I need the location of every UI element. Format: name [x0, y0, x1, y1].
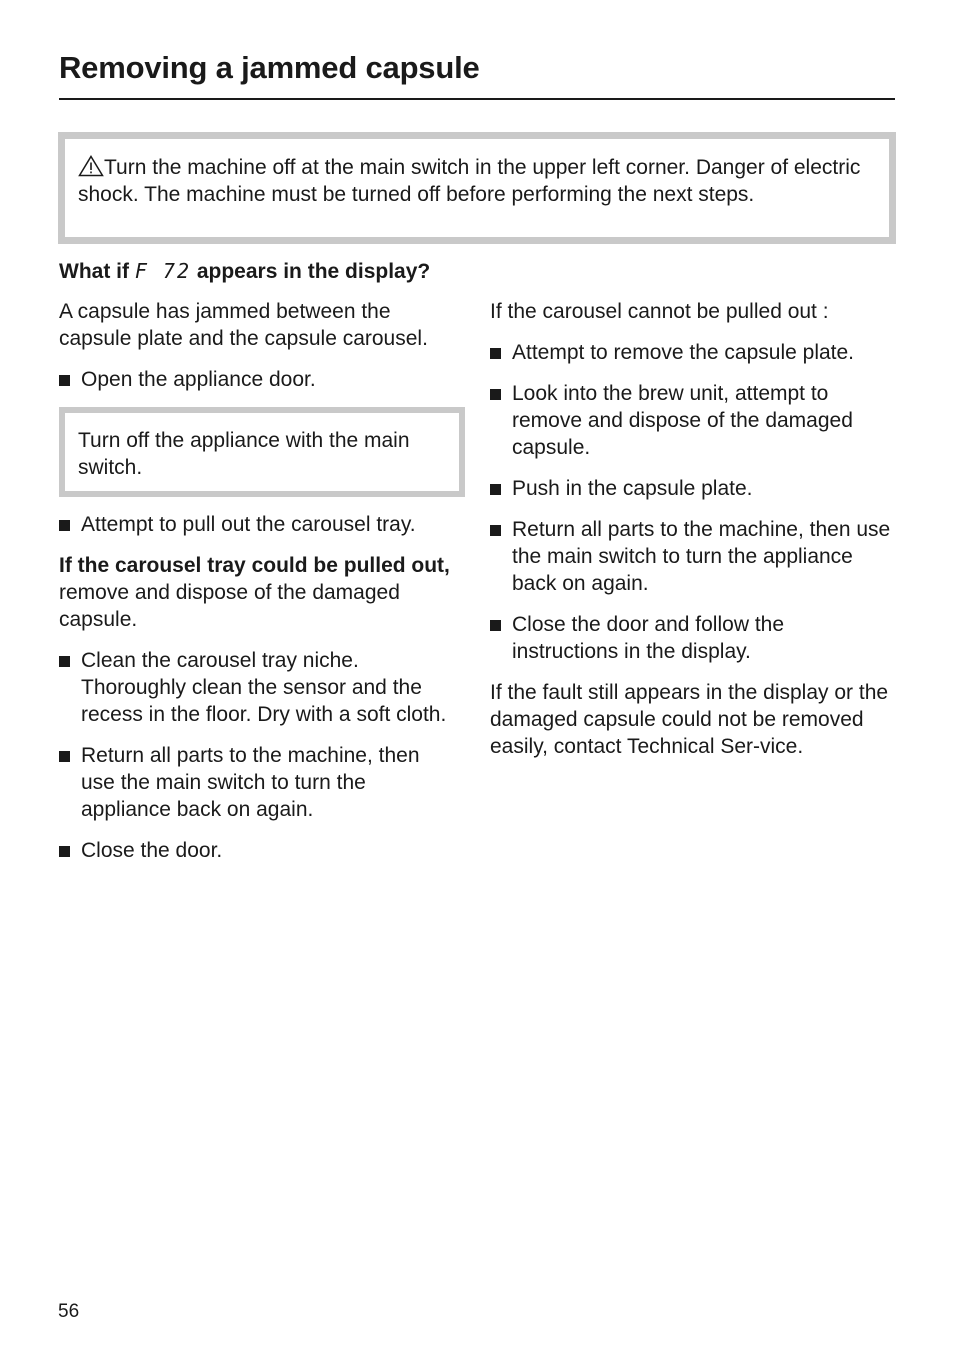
title-rule: [59, 98, 895, 100]
right-outro: If the fault still appears in the display or the damaged capsule could not be removed easily, contact Technical Ser-vice.: [490, 681, 889, 758]
subhead-prefix: What if: [59, 260, 135, 283]
list-item-text: Close the door.: [81, 839, 223, 862]
note-text: Turn off the appliance with the main switch.: [78, 429, 410, 479]
bullet-square-icon: [490, 484, 501, 495]
list-item-text: Attempt to remove the capsule plate.: [512, 341, 855, 364]
pulled-out-paragraph: [59, 552, 459, 633]
list-item: [59, 366, 459, 393]
list-item: [59, 837, 459, 864]
list-item-text: Clean the carousel tray niche. Thoroughly clean the sensor and the recess in the floor. Dry with a soft cloth.: [81, 649, 447, 726]
list-item: [490, 611, 895, 665]
subhead-suffix: appears in the display?: [191, 260, 431, 283]
list-item: [490, 475, 895, 502]
list-item: [490, 339, 895, 366]
bullet-square-icon: [490, 525, 501, 536]
bullet-square-icon: [490, 389, 501, 400]
pulled-out-text: remove and dispose of the damaged capsule.: [59, 581, 400, 631]
list-item-text: Push in the capsule plate.: [512, 477, 753, 500]
list-item: [59, 742, 459, 823]
pulled-out-bold: If the carousel tray could be pulled out,: [59, 554, 450, 577]
page-number: 56: [58, 1301, 80, 1322]
list-item-text: Return all parts to the machine, then use the main switch to turn the appliance back on again.: [512, 518, 891, 595]
warning-triangle-icon: [78, 155, 104, 177]
left-column: [59, 258, 459, 878]
list-item: [59, 647, 459, 728]
warning-text: Turn the machine off at the main switch in the upper left corner. Danger of electric shock. The machine must be turned off before performing the next steps.: [78, 156, 861, 206]
fault-code: F 72: [134, 259, 191, 283]
list-item-text: Look into the brew unit, attempt to remove and dispose of the damaged capsule.: [512, 382, 853, 459]
page-title: Removing a jammed capsule: [59, 50, 480, 85]
bullet-square-icon: [59, 520, 70, 531]
list-item-text: Return all parts to the machine, then use the main switch to turn the appliance back on again.: [81, 744, 420, 821]
warning-box: [58, 132, 896, 244]
list-item: [59, 511, 459, 538]
list-item: [490, 380, 895, 461]
right-column: [490, 298, 895, 774]
right-intro: If the carousel cannot be pulled out :: [490, 300, 829, 323]
list-item-text: Close the door and follow the instructions in the display.: [512, 613, 785, 663]
list-item: [490, 516, 895, 597]
intro-paragraph: A capsule has jammed between the capsule plate and the capsule carousel.: [59, 300, 428, 350]
bullet-square-icon: [59, 656, 70, 667]
bullet-square-icon: [59, 375, 70, 386]
bullet-square-icon: [490, 348, 501, 359]
note-box: [59, 407, 465, 497]
section-subhead: [59, 258, 459, 285]
bullet-square-icon: [490, 620, 501, 631]
list-item-text: Attempt to pull out the carousel tray.: [81, 513, 416, 536]
bullet-square-icon: [59, 846, 70, 857]
list-item-text: Open the appliance door.: [81, 368, 316, 391]
bullet-square-icon: [59, 751, 70, 762]
